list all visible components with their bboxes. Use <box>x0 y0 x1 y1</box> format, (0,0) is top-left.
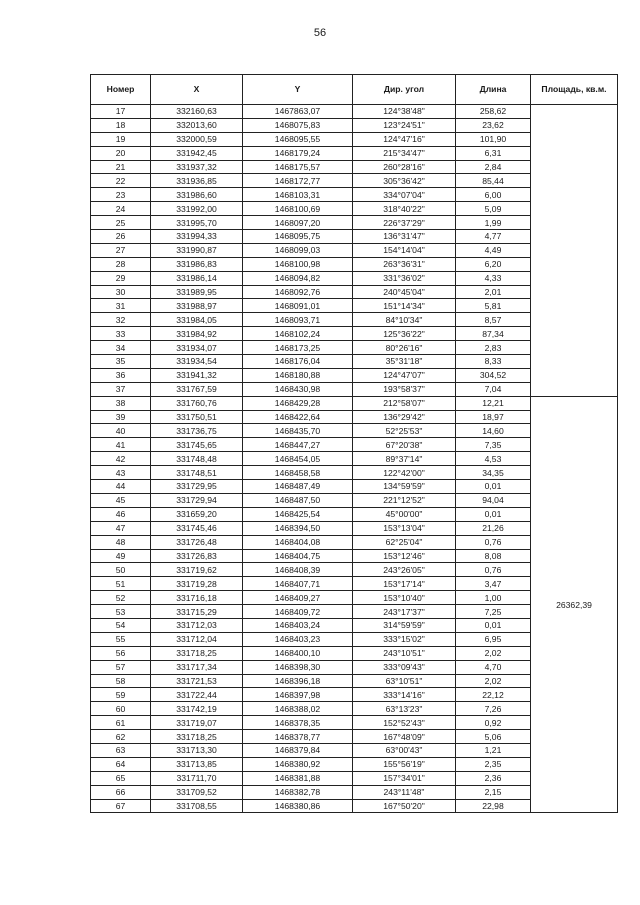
cell-y: 1468403,24 <box>243 618 353 632</box>
cell-x: 331936,85 <box>151 174 243 188</box>
cell-length: 7,26 <box>456 702 531 716</box>
header-area: Площадь, кв.м. <box>531 75 618 105</box>
cell-x: 331719,62 <box>151 563 243 577</box>
cell-length: 1,00 <box>456 591 531 605</box>
cell-number: 67 <box>91 799 151 813</box>
cell-x: 331711,70 <box>151 771 243 785</box>
cell-length: 2,84 <box>456 160 531 174</box>
cell-length: 7,04 <box>456 382 531 396</box>
cell-y: 1468398,30 <box>243 660 353 674</box>
cell-number: 45 <box>91 493 151 507</box>
table-row <box>91 105 618 119</box>
cell-direction-angle: 62°25'04" <box>353 535 456 549</box>
cell-direction-angle: 334°07'04" <box>353 188 456 202</box>
cell-direction-angle: 243°10'51" <box>353 646 456 660</box>
cell-y: 1468381,88 <box>243 771 353 785</box>
cell-length: 94,04 <box>456 493 531 507</box>
cell-length: 12,21 <box>456 396 531 410</box>
cell-length: 8,08 <box>456 549 531 563</box>
cell-x: 331722,44 <box>151 688 243 702</box>
cell-number: 39 <box>91 410 151 424</box>
cell-x: 331716,18 <box>151 591 243 605</box>
cell-x: 331736,75 <box>151 424 243 438</box>
coordinates-table <box>90 74 618 813</box>
cell-number: 25 <box>91 216 151 230</box>
cell-y: 1468380,86 <box>243 799 353 813</box>
cell-direction-angle: 63°13'23" <box>353 702 456 716</box>
cell-y: 1468097,20 <box>243 216 353 230</box>
cell-direction-angle: 63°00'43" <box>353 743 456 757</box>
cell-x: 331986,83 <box>151 257 243 271</box>
cell-y: 1468378,77 <box>243 730 353 744</box>
cell-x: 331937,32 <box>151 160 243 174</box>
cell-number: 21 <box>91 160 151 174</box>
cell-direction-angle: 314°59'59" <box>353 618 456 632</box>
cell-y: 1468094,82 <box>243 271 353 285</box>
cell-length: 87,34 <box>456 327 531 341</box>
cell-x: 331745,65 <box>151 438 243 452</box>
cell-number: 19 <box>91 132 151 146</box>
cell-length: 34,35 <box>456 466 531 480</box>
cell-length: 6,20 <box>456 257 531 271</box>
cell-length: 0,01 <box>456 618 531 632</box>
cell-number: 54 <box>91 618 151 632</box>
cell-length: 18,97 <box>456 410 531 424</box>
cell-y: 1468091,01 <box>243 299 353 313</box>
cell-direction-angle: 124°47'16" <box>353 132 456 146</box>
cell-number: 31 <box>91 299 151 313</box>
cell-direction-angle: 221°12'52" <box>353 493 456 507</box>
cell-number: 52 <box>91 591 151 605</box>
cell-y: 1468409,27 <box>243 591 353 605</box>
cell-direction-angle: 193°58'37" <box>353 382 456 396</box>
cell-y: 1468099,03 <box>243 243 353 257</box>
cell-direction-angle: 212°58'07" <box>353 396 456 410</box>
cell-y: 1468435,70 <box>243 424 353 438</box>
cell-direction-angle: 243°11'48" <box>353 785 456 799</box>
cell-direction-angle: 263°36'31" <box>353 257 456 271</box>
cell-x: 331729,95 <box>151 480 243 494</box>
cell-direction-angle: 333°15'02" <box>353 632 456 646</box>
cell-length: 14,60 <box>456 424 531 438</box>
cell-x: 331942,45 <box>151 146 243 160</box>
cell-length: 6,95 <box>456 632 531 646</box>
header-direction-angle: Дир. угол <box>353 75 456 105</box>
cell-direction-angle: 155°56'19" <box>353 757 456 771</box>
cell-y: 1468404,08 <box>243 535 353 549</box>
cell-number: 40 <box>91 424 151 438</box>
cell-direction-angle: 124°38'48" <box>353 105 456 119</box>
cell-y: 1468378,35 <box>243 716 353 730</box>
cell-direction-angle: 123°24'51" <box>353 118 456 132</box>
cell-direction-angle: 153°10'40" <box>353 591 456 605</box>
cell-length: 4,49 <box>456 243 531 257</box>
cell-number: 55 <box>91 632 151 646</box>
cell-y: 1468100,98 <box>243 257 353 271</box>
cell-direction-angle: 167°48'09" <box>353 730 456 744</box>
cell-x: 331760,76 <box>151 396 243 410</box>
cell-length: 258,62 <box>456 105 531 119</box>
cell-number: 18 <box>91 118 151 132</box>
cell-direction-angle: 52°25'53" <box>353 424 456 438</box>
cell-direction-angle: 153°17'14" <box>353 577 456 591</box>
header-y: Y <box>243 75 353 105</box>
table-body <box>91 105 618 813</box>
cell-y: 1468172,77 <box>243 174 353 188</box>
cell-x: 331712,03 <box>151 618 243 632</box>
cell-x: 331934,07 <box>151 341 243 355</box>
cell-y: 1468176,04 <box>243 355 353 369</box>
cell-length: 4,70 <box>456 660 531 674</box>
cell-x: 331986,60 <box>151 188 243 202</box>
cell-length: 23,62 <box>456 118 531 132</box>
cell-direction-angle: 152°52'43" <box>353 716 456 730</box>
cell-x: 331713,30 <box>151 743 243 757</box>
cell-number: 37 <box>91 382 151 396</box>
cell-y: 1468100,69 <box>243 202 353 216</box>
cell-y: 1468422,64 <box>243 410 353 424</box>
cell-direction-angle: 333°09'43" <box>353 660 456 674</box>
cell-direction-angle: 215°34'47" <box>353 146 456 160</box>
cell-x: 332160,63 <box>151 105 243 119</box>
cell-y: 1468425,54 <box>243 507 353 521</box>
cell-number: 65 <box>91 771 151 785</box>
page-number: 56 <box>313 27 327 39</box>
cell-number: 58 <box>91 674 151 688</box>
cell-x: 332000,59 <box>151 132 243 146</box>
cell-x: 331729,94 <box>151 493 243 507</box>
cell-number: 32 <box>91 313 151 327</box>
header-length: Длина <box>456 75 531 105</box>
cell-number: 17 <box>91 105 151 119</box>
cell-number: 23 <box>91 188 151 202</box>
cell-number: 35 <box>91 355 151 369</box>
cell-number: 57 <box>91 660 151 674</box>
cell-length: 7,25 <box>456 605 531 619</box>
table-header-row <box>91 75 618 105</box>
cell-length: 0,01 <box>456 507 531 521</box>
cell-number: 41 <box>91 438 151 452</box>
cell-y: 1467863,07 <box>243 105 353 119</box>
cell-direction-angle: 153°12'46" <box>353 549 456 563</box>
cell-x: 331721,53 <box>151 674 243 688</box>
cell-x: 331988,97 <box>151 299 243 313</box>
cell-length: 21,26 <box>456 521 531 535</box>
cell-direction-angle: 122°42'00" <box>353 466 456 480</box>
cell-length: 4,53 <box>456 452 531 466</box>
cell-direction-angle: 67°20'38" <box>353 438 456 452</box>
cell-y: 1468095,75 <box>243 230 353 244</box>
table-row <box>91 396 618 410</box>
cell-x: 331708,55 <box>151 799 243 813</box>
cell-length: 0,92 <box>456 716 531 730</box>
cell-number: 51 <box>91 577 151 591</box>
cell-direction-angle: 243°26'05" <box>353 563 456 577</box>
cell-x: 331726,83 <box>151 549 243 563</box>
cell-direction-angle: 80°26'16" <box>353 341 456 355</box>
cell-length: 7,35 <box>456 438 531 452</box>
cell-length: 5,06 <box>456 730 531 744</box>
cell-length: 2,36 <box>456 771 531 785</box>
cell-x: 331984,05 <box>151 313 243 327</box>
cell-y: 1468454,05 <box>243 452 353 466</box>
cell-length: 2,02 <box>456 646 531 660</box>
cell-number: 48 <box>91 535 151 549</box>
cell-direction-angle: 260°28'16" <box>353 160 456 174</box>
cell-x: 331718,25 <box>151 730 243 744</box>
cell-x: 331726,48 <box>151 535 243 549</box>
cell-y: 1468403,23 <box>243 632 353 646</box>
cell-x: 331986,14 <box>151 271 243 285</box>
cell-y: 1468092,76 <box>243 285 353 299</box>
cell-length: 22,98 <box>456 799 531 813</box>
cell-x: 331989,95 <box>151 285 243 299</box>
cell-y: 1468458,58 <box>243 466 353 480</box>
cell-y: 1468404,75 <box>243 549 353 563</box>
cell-direction-angle: 240°45'04" <box>353 285 456 299</box>
cell-y: 1468447,27 <box>243 438 353 452</box>
cell-y: 1468396,18 <box>243 674 353 688</box>
cell-direction-angle: 35°31'18" <box>353 355 456 369</box>
cell-length: 2,35 <box>456 757 531 771</box>
cell-x: 331995,70 <box>151 216 243 230</box>
cell-x: 331992,00 <box>151 202 243 216</box>
cell-y: 1468487,49 <box>243 480 353 494</box>
cell-y: 1468173,25 <box>243 341 353 355</box>
cell-number: 36 <box>91 368 151 382</box>
cell-y: 1468407,71 <box>243 577 353 591</box>
cell-direction-angle: 226°37'29" <box>353 216 456 230</box>
cell-y: 1468075,83 <box>243 118 353 132</box>
cell-direction-angle: 318°40'22" <box>353 202 456 216</box>
cell-length: 1,99 <box>456 216 531 230</box>
cell-number: 66 <box>91 785 151 799</box>
cell-number: 56 <box>91 646 151 660</box>
cell-x: 331767,59 <box>151 382 243 396</box>
cell-number: 62 <box>91 730 151 744</box>
cell-number: 28 <box>91 257 151 271</box>
area-cell-value: 26362,39 <box>531 396 618 813</box>
cell-length: 2,02 <box>456 674 531 688</box>
cell-length: 22,12 <box>456 688 531 702</box>
cell-y: 1468379,84 <box>243 743 353 757</box>
cell-number: 30 <box>91 285 151 299</box>
cell-number: 34 <box>91 341 151 355</box>
cell-direction-angle: 63°10'51" <box>353 674 456 688</box>
cell-y: 1468397,98 <box>243 688 353 702</box>
cell-length: 2,83 <box>456 341 531 355</box>
cell-y: 1468095,55 <box>243 132 353 146</box>
cell-length: 4,77 <box>456 230 531 244</box>
cell-x: 331750,51 <box>151 410 243 424</box>
cell-direction-angle: 151°14'34" <box>353 299 456 313</box>
cell-number: 27 <box>91 243 151 257</box>
cell-number: 33 <box>91 327 151 341</box>
cell-number: 38 <box>91 396 151 410</box>
cell-direction-angle: 45°00'00" <box>353 507 456 521</box>
cell-number: 26 <box>91 230 151 244</box>
cell-direction-angle: 157°34'01" <box>353 771 456 785</box>
cell-length: 1,21 <box>456 743 531 757</box>
cell-number: 50 <box>91 563 151 577</box>
cell-y: 1468382,78 <box>243 785 353 799</box>
cell-number: 44 <box>91 480 151 494</box>
cell-length: 2,15 <box>456 785 531 799</box>
cell-length: 6,00 <box>456 188 531 202</box>
cell-direction-angle: 89°37'14" <box>353 452 456 466</box>
cell-number: 47 <box>91 521 151 535</box>
cell-x: 331719,07 <box>151 716 243 730</box>
cell-length: 0,01 <box>456 480 531 494</box>
cell-y: 1468409,72 <box>243 605 353 619</box>
cell-number: 64 <box>91 757 151 771</box>
cell-x: 331715,29 <box>151 605 243 619</box>
cell-y: 1468380,92 <box>243 757 353 771</box>
cell-x: 331709,52 <box>151 785 243 799</box>
cell-direction-angle: 134°59'59" <box>353 480 456 494</box>
cell-x: 331713,85 <box>151 757 243 771</box>
header-number: Номер <box>91 75 151 105</box>
cell-direction-angle: 125°36'22" <box>353 327 456 341</box>
cell-direction-angle: 167°50'20" <box>353 799 456 813</box>
cell-length: 8,57 <box>456 313 531 327</box>
cell-x: 331719,28 <box>151 577 243 591</box>
cell-number: 63 <box>91 743 151 757</box>
cell-y: 1468103,31 <box>243 188 353 202</box>
cell-number: 46 <box>91 507 151 521</box>
cell-direction-angle: 124°47'07" <box>353 368 456 382</box>
cell-length: 304,52 <box>456 368 531 382</box>
cell-x: 331712,04 <box>151 632 243 646</box>
cell-length: 0,76 <box>456 535 531 549</box>
cell-number: 22 <box>91 174 151 188</box>
cell-x: 331718,25 <box>151 646 243 660</box>
cell-direction-angle: 154°14'04" <box>353 243 456 257</box>
cell-number: 29 <box>91 271 151 285</box>
cell-number: 53 <box>91 605 151 619</box>
cell-y: 1468408,39 <box>243 563 353 577</box>
cell-direction-angle: 136°29'42" <box>353 410 456 424</box>
cell-y: 1468175,57 <box>243 160 353 174</box>
cell-number: 24 <box>91 202 151 216</box>
cell-x: 332013,60 <box>151 118 243 132</box>
cell-length: 0,76 <box>456 563 531 577</box>
cell-direction-angle: 333°14'16" <box>353 688 456 702</box>
cell-x: 331745,46 <box>151 521 243 535</box>
cell-number: 43 <box>91 466 151 480</box>
cell-x: 331990,87 <box>151 243 243 257</box>
cell-length: 3,47 <box>456 577 531 591</box>
cell-length: 8,33 <box>456 355 531 369</box>
cell-direction-angle: 331°36'02" <box>353 271 456 285</box>
cell-y: 1468179,24 <box>243 146 353 160</box>
cell-x: 331748,51 <box>151 466 243 480</box>
cell-y: 1468487,50 <box>243 493 353 507</box>
cell-number: 59 <box>91 688 151 702</box>
cell-y: 1468093,71 <box>243 313 353 327</box>
cell-y: 1468388,02 <box>243 702 353 716</box>
cell-direction-angle: 243°17'37" <box>353 605 456 619</box>
cell-x: 331717,34 <box>151 660 243 674</box>
cell-x: 331994,33 <box>151 230 243 244</box>
header-x: X <box>151 75 243 105</box>
cell-x: 331748,48 <box>151 452 243 466</box>
cell-number: 61 <box>91 716 151 730</box>
cell-number: 42 <box>91 452 151 466</box>
cell-y: 1468394,50 <box>243 521 353 535</box>
cell-length: 6,31 <box>456 146 531 160</box>
cell-number: 20 <box>91 146 151 160</box>
cell-y: 1468102,24 <box>243 327 353 341</box>
cell-x: 331941,32 <box>151 368 243 382</box>
cell-x: 331984,92 <box>151 327 243 341</box>
cell-length: 85,44 <box>456 174 531 188</box>
cell-y: 1468429,28 <box>243 396 353 410</box>
cell-number: 60 <box>91 702 151 716</box>
cell-length: 5,09 <box>456 202 531 216</box>
cell-direction-angle: 153°13'04" <box>353 521 456 535</box>
cell-direction-angle: 305°36'42" <box>353 174 456 188</box>
cell-length: 101,90 <box>456 132 531 146</box>
cell-y: 1468180,88 <box>243 368 353 382</box>
cell-x: 331742,19 <box>151 702 243 716</box>
cell-direction-angle: 136°31'47" <box>353 230 456 244</box>
cell-x: 331659,20 <box>151 507 243 521</box>
cell-x: 331934,54 <box>151 355 243 369</box>
cell-y: 1468400,10 <box>243 646 353 660</box>
cell-length: 2,01 <box>456 285 531 299</box>
cell-length: 4,33 <box>456 271 531 285</box>
cell-length: 5,81 <box>456 299 531 313</box>
cell-direction-angle: 84°10'34" <box>353 313 456 327</box>
cell-number: 49 <box>91 549 151 563</box>
cell-y: 1468430,98 <box>243 382 353 396</box>
area-cell-empty <box>531 105 618 397</box>
